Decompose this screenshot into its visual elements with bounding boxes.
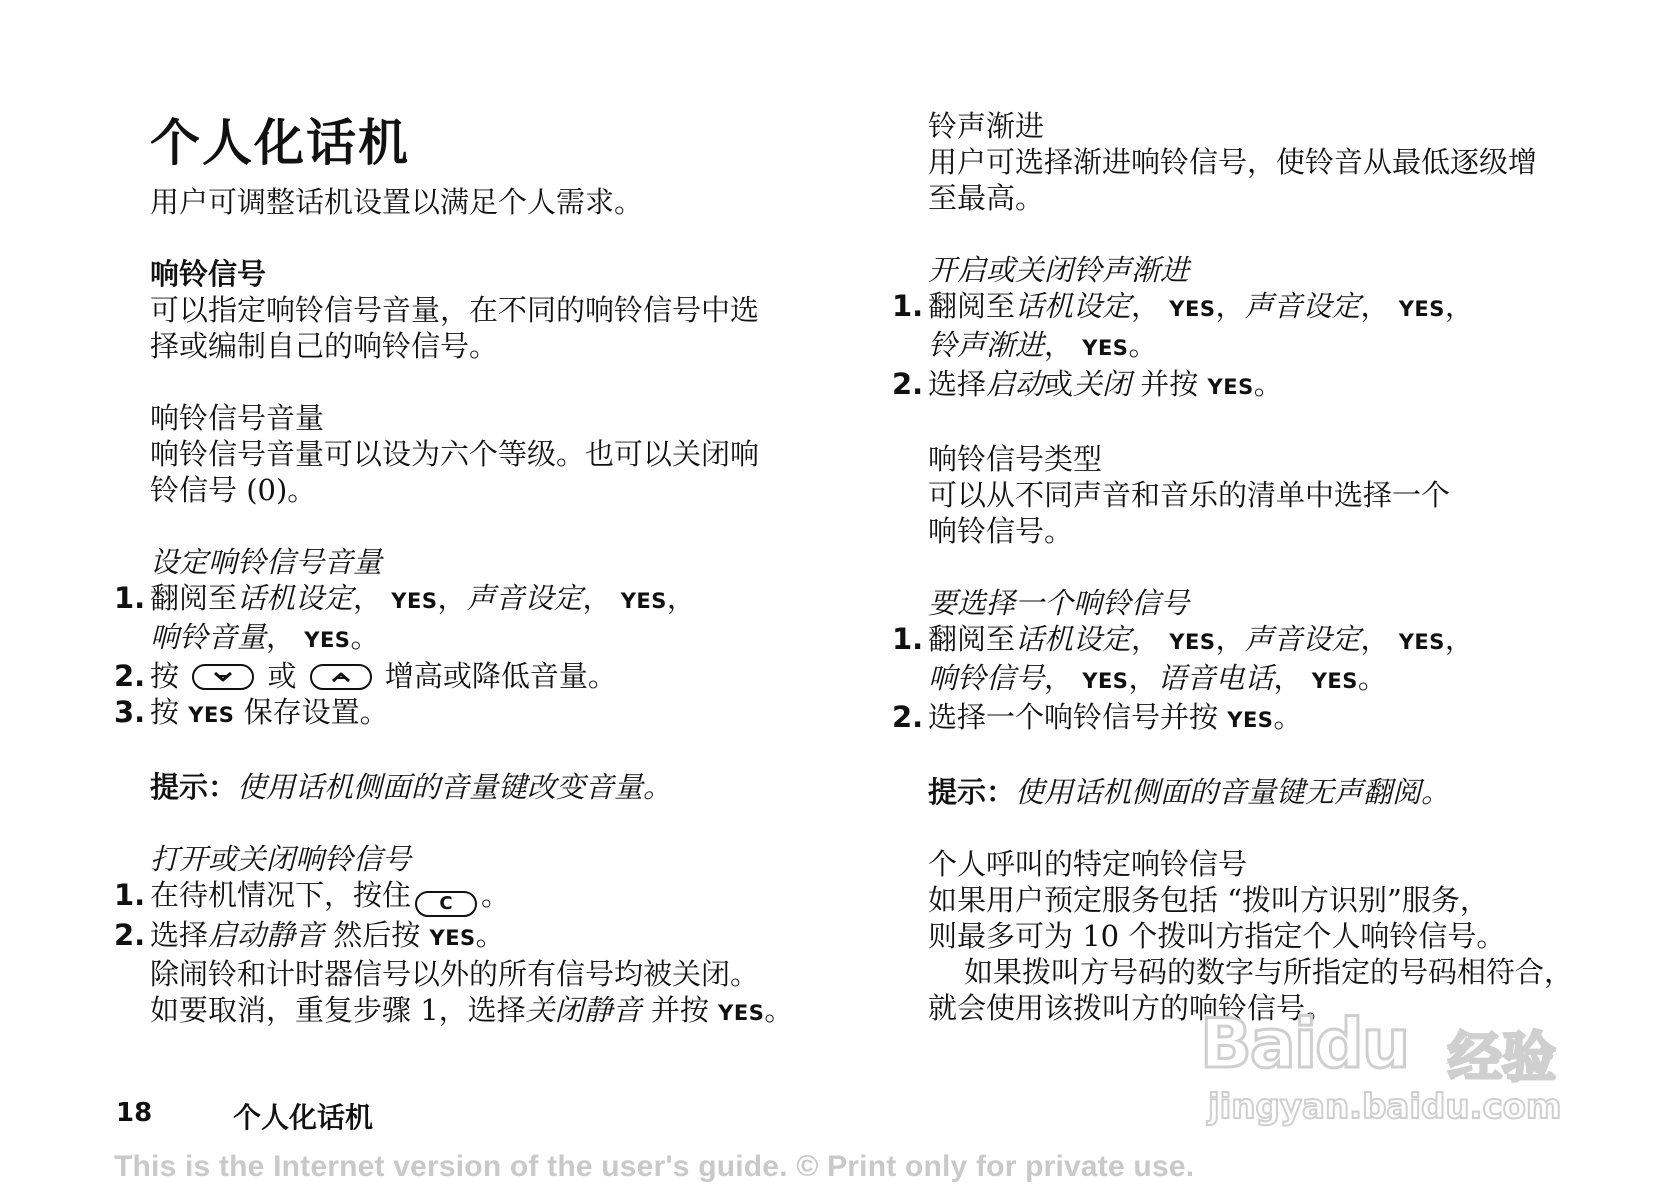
increasing-text-line2: 至最高。 <box>928 181 1045 215</box>
volume-text-line2: 铃信号 (0)。 <box>150 473 317 507</box>
set-volume-steps <box>114 580 830 733</box>
personal-heading: 个人呼叫的特定响铃信号 <box>928 847 1248 881</box>
tip-volume: 提示：使用话机侧面的音量键改变音量。 <box>150 770 673 804</box>
onoff-inc-steps <box>892 288 1648 405</box>
onoff-step-2: 2. 选择启动静音 然后按 YES。 <box>114 918 505 952</box>
page-title: 个人化话机 <box>150 114 410 172</box>
c-key-icon: C <box>415 891 477 917</box>
personal-text-line2: 则最多可为 10 个拨叫方指定个人响铃信号。 <box>928 919 1506 953</box>
page-number: 18 <box>116 1098 153 1128</box>
volume-up-key-icon <box>310 664 372 690</box>
increasing-heading: 铃声渐进 <box>928 109 1045 143</box>
watermark-cn: 经验 <box>1448 1026 1556 1089</box>
watermark-logo: Baidu <box>1200 1005 1409 1084</box>
intro-text: 用户可调整话机设置以满足个人需求。 <box>150 185 644 219</box>
yes-key-label: YES <box>429 926 476 950</box>
onoff-inc-heading: 开启或关闭铃声渐进 <box>928 253 1190 287</box>
watermark-url: jingyan.baidu.com <box>1208 1087 1562 1127</box>
set-volume-step-3: 3. 按 YES 保存设置。 <box>114 695 389 729</box>
volume-heading: 响铃信号音量 <box>150 401 325 435</box>
select-step-1: 1. 翻阅至话机设定， YES，声音设定， YES， 响铃信号， YES，语音电话， YES。 <box>892 622 1474 695</box>
onoff-cancel: 如要取消，重复步骤 1，选择关闭静音 并按 YES。 <box>150 993 794 1027</box>
onoff-steps <box>114 877 830 1031</box>
set-volume-step-2: 2. 按 或 增高或降低音量。 <box>114 659 617 693</box>
personal-text-line4: 就会使用该拨叫方的响铃信号。 <box>928 991 1335 1025</box>
volume-down-key-icon <box>192 664 254 690</box>
tip-silent-scroll: 提示：使用话机侧面的音量键无声翻阅。 <box>928 775 1451 809</box>
ring-heading: 响铃信号 <box>150 257 267 291</box>
select-heading: 要选择一个响铃信号 <box>928 586 1190 620</box>
yes-key-label: YES <box>391 589 438 613</box>
ring-text-line2: 择或编制自己的响铃信号。 <box>150 329 499 363</box>
set-volume-step-1: 1. 翻阅至话机设定， YES，声音设定， YES， 响铃音量， YES。 <box>114 581 696 654</box>
yes-key-label: YES <box>1398 297 1445 321</box>
footer-chapter-title: 个人化话机 <box>233 1101 374 1134</box>
yes-key-label: YES <box>1169 297 1216 321</box>
onoff-note: 除闹铃和计时器信号以外的所有信号均被关闭。 <box>150 957 760 991</box>
yes-key-label: YES <box>1169 630 1216 654</box>
yes-key-label: YES <box>1227 708 1274 732</box>
personal-text-line3: 如果拨叫方号码的数字与所指定的号码相符合， <box>964 955 1574 989</box>
right-column <box>892 108 1648 1026</box>
yes-key-label: YES <box>1311 669 1358 693</box>
type-text-line1: 可以从不同声音和音乐的清单中选择一个 <box>928 478 1451 512</box>
yes-key-label: YES <box>1207 375 1254 399</box>
left-column <box>114 108 830 1031</box>
onoff-inc-step-1: 1. 翻阅至话机设定， YES，声音设定， YES， 铃声渐进， YES。 <box>892 289 1474 362</box>
ring-text-line1: 可以指定响铃信号音量，在不同的响铃信号中选 <box>150 293 760 327</box>
yes-key-label: YES <box>718 1001 765 1025</box>
baidu-jingyan-watermark <box>1200 1005 1600 1125</box>
disclaimer-text: This is the Internet version of the user's guide. © Print only for private use. <box>114 1150 1195 1183</box>
personal-text-line1: 如果用户预定服务包括 “拨叫方识别”服务， <box>928 883 1489 917</box>
onoff-inc-step-2: 2. 选择启动或关闭 并按 YES。 <box>892 367 1283 401</box>
yes-key-label: YES <box>1082 669 1129 693</box>
yes-key-label: YES <box>620 589 667 613</box>
yes-key-label: YES <box>1398 630 1445 654</box>
onoff-heading: 打开或关闭响铃信号 <box>150 842 412 876</box>
yes-key-label: YES <box>304 628 351 652</box>
type-text-line2: 响铃信号。 <box>928 514 1074 548</box>
increasing-text-line1: 用户可选择渐进响铃信号，使铃音从最低逐级增 <box>928 145 1538 179</box>
type-heading: 响铃信号类型 <box>928 442 1103 476</box>
volume-text-line1: 响铃信号音量可以设为六个等级。也可以关闭响 <box>150 437 760 471</box>
select-step-2: 2. 选择一个响铃信号并按 YES。 <box>892 700 1303 734</box>
yes-key-label: YES <box>1082 336 1129 360</box>
set-volume-heading: 设定响铃信号音量 <box>150 545 383 579</box>
yes-key-label: YES <box>188 703 235 727</box>
select-steps <box>892 621 1648 738</box>
onoff-step-1: 1. 在待机情况下，按住 C 。 <box>150 877 830 917</box>
